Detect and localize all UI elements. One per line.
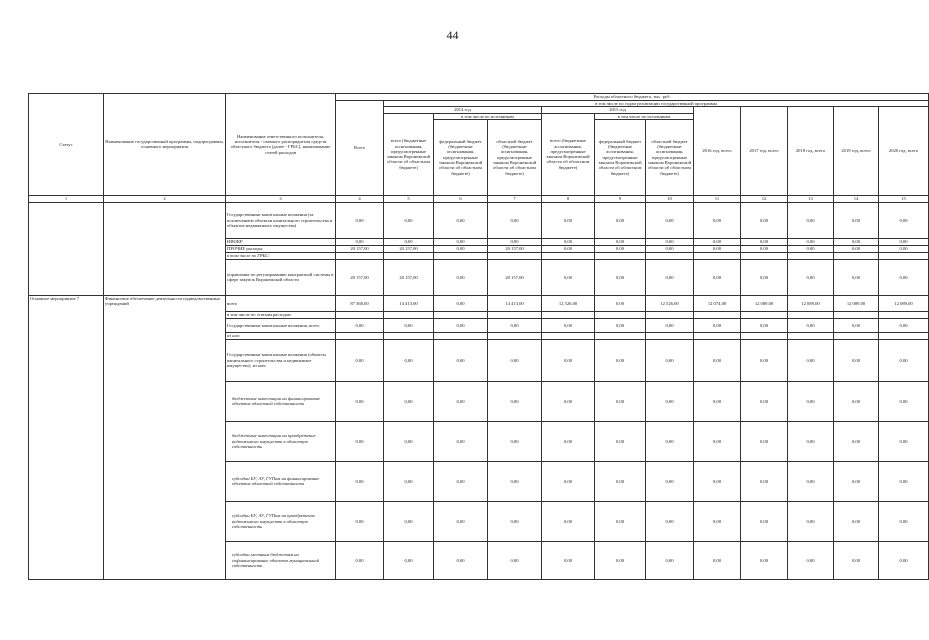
value-cell: 0,00 [434,381,488,421]
value-cell: 0,00 [336,421,384,461]
value-cell: 20 157,00 [384,259,434,295]
value-cell: 0,00 [384,238,434,245]
value-cell: 0,00 [336,318,384,332]
value-cell: 0,00 [542,238,595,245]
table-row [29,202,929,238]
expense-label: Государственные капитальные вложения (объекты капитального строительства и недвижимое имущество), из них: [226,339,336,381]
value-cell [879,311,929,318]
value-cell [384,311,434,318]
expense-label: управление по регулированию контрактной системы в сфере закупок Воронежской области [226,259,336,295]
value-cell [788,332,834,339]
value-cell: 0,00 [741,245,788,252]
value-cell [488,311,542,318]
program-name-cell [104,202,226,295]
value-cell: 0,00 [788,461,834,501]
value-cell: 0,00 [834,461,879,501]
value-cell [336,311,384,318]
value-cell [694,252,741,259]
column-number: 15 [879,195,929,202]
value-cell: 0,00 [384,541,434,579]
value-cell: 0,00 [788,259,834,295]
value-cell [384,252,434,259]
value-cell: 12 089,00 [879,295,929,311]
value-cell: 0,00 [434,461,488,501]
value-cell: 0,00 [336,461,384,501]
column-number: 10 [646,195,694,202]
value-cell: 0,00 [741,339,788,381]
value-cell [879,252,929,259]
value-cell: 0,00 [741,541,788,579]
value-cell: 0,00 [788,238,834,245]
status-cell [29,202,104,295]
value-cell [694,332,741,339]
column-number: 8 [542,195,595,202]
value-cell: 0,00 [542,501,595,541]
header-2019: 2019 год, всего [834,107,879,196]
header-by-years: в том числе по годам реализации государственной программы [384,101,929,107]
column-number: 11 [694,195,741,202]
status-cell: Основное мероприятие 7 [29,295,104,579]
value-cell [694,311,741,318]
value-cell: 0,00 [879,541,929,579]
value-cell: 0,00 [879,318,929,332]
column-number: 13 [788,195,834,202]
header-reg-2015: областной бюджет (бюджетные ассигнования, предусмотренные законом Воронежской области об областном бюджете) [646,119,694,195]
value-cell: 0,00 [542,245,595,252]
value-cell: 0,00 [788,318,834,332]
value-cell [741,252,788,259]
value-cell: 0,00 [595,421,646,461]
header-2017: 2017 год, всего [741,107,788,196]
value-cell: 0,00 [434,202,488,238]
value-cell: 0,00 [488,501,542,541]
value-cell: 0,00 [834,238,879,245]
value-cell: 0,00 [595,238,646,245]
value-cell: 12 526,00 [542,295,595,311]
header-year-2015: 2015 год [542,107,694,113]
value-cell: 0,00 [834,501,879,541]
value-cell: 0,00 [542,541,595,579]
value-cell [834,252,879,259]
value-cell: 0,00 [488,238,542,245]
value-cell: 0,00 [384,318,434,332]
value-cell [542,332,595,339]
column-number: 4 [336,195,384,202]
column-number: 3 [226,195,336,202]
value-cell: 0,00 [879,202,929,238]
value-cell: 0,00 [646,259,694,295]
value-cell: 0,00 [646,339,694,381]
value-cell: 0,00 [879,245,929,252]
value-cell: 0,00 [788,202,834,238]
value-cell: 0,00 [879,238,929,245]
value-cell: 0,00 [879,381,929,421]
header-fed-2014: федеральный бюджет (бюджетные ассигнования, предусмотренные законом Воронежской области об областном бюджете) [434,119,488,195]
value-cell [646,332,694,339]
value-cell: 20 157,00 [488,245,542,252]
value-cell [788,311,834,318]
value-cell [434,311,488,318]
value-cell: 0,00 [834,421,879,461]
value-cell: 0,00 [646,541,694,579]
budget-table [28,93,929,580]
value-cell: 0,00 [542,381,595,421]
page-number: 44 [446,28,459,42]
value-cell: 0,00 [834,202,879,238]
value-cell: 0,00 [694,421,741,461]
value-cell: 0,00 [336,541,384,579]
value-cell: 0,00 [542,259,595,295]
value-cell: 0,00 [434,541,488,579]
value-cell: 0,00 [434,259,488,295]
table-row [29,295,929,311]
value-cell [542,252,595,259]
expense-label: субсидии местным бюджетам на софинансирование объектов муниципальной собственности [226,541,336,579]
value-cell: 0,00 [488,541,542,579]
value-cell: 0,00 [434,339,488,381]
header-fed-2015: федеральный бюджет (бюджетные ассигнования, предусмотренные законом Воронежской области об областном бюджете) [595,119,646,195]
expense-label: бюджетные инвестиции на приобретение недвижимого имущества в областную собственность [226,421,336,461]
column-number: 9 [595,195,646,202]
value-cell: 0,00 [694,541,741,579]
value-cell: 14 413,00 [488,295,542,311]
value-cell: 0,00 [595,541,646,579]
value-cell: 0,00 [694,259,741,295]
value-cell [788,252,834,259]
value-cell: 12 526,00 [646,295,694,311]
value-cell: 0,00 [336,501,384,541]
value-cell: 0,00 [488,461,542,501]
value-cell [434,332,488,339]
header-sources-2014: в том числе по источникам [434,113,542,119]
value-cell: 0,00 [488,421,542,461]
expense-label: в том числе по статьям расходов: [226,311,336,318]
value-cell: 0,00 [694,461,741,501]
value-cell: 0,00 [384,421,434,461]
value-cell: 0,00 [834,318,879,332]
value-cell: 0,00 [336,238,384,245]
value-cell: 0,00 [788,541,834,579]
value-cell [488,332,542,339]
value-cell: 0,00 [694,381,741,421]
value-cell: 0,00 [646,381,694,421]
column-number: 5 [384,195,434,202]
header-total: Всего [336,101,384,196]
header-total-2014: всего (бюджетные ассигнования, предусмотренные законом Воронежской области об областном бюджете) [384,113,434,195]
value-cell: 0,00 [788,245,834,252]
header-2016: 2016 год, всего [694,107,741,196]
table-body [29,202,929,579]
value-cell: 0,00 [788,421,834,461]
column-number: 12 [741,195,788,202]
value-cell: 0,00 [741,501,788,541]
value-cell: 0,00 [384,339,434,381]
value-cell: 0,00 [434,238,488,245]
value-cell: 0,00 [542,339,595,381]
value-cell: 0,00 [741,259,788,295]
value-cell: 0,00 [384,381,434,421]
value-cell: 14 413,00 [384,295,434,311]
program-name-cell: Финансовое обеспечение деятельности подведомственных учреждений [104,295,226,579]
value-cell: 0,00 [741,461,788,501]
expense-label: Государственные капитальные вложения (за исключением объектов капитального строительства и объектов недвижимого имущества) [226,202,336,238]
header-year-2014: 2014 год [384,107,542,113]
column-number: 7 [488,195,542,202]
value-cell [834,332,879,339]
value-cell: 0,00 [434,295,488,311]
value-cell: 0,00 [646,461,694,501]
value-cell: 12 089,00 [788,295,834,311]
value-cell: 0,00 [741,202,788,238]
column-number: 14 [834,195,879,202]
value-cell: 0,00 [595,295,646,311]
value-cell [595,332,646,339]
value-cell: 0,00 [336,339,384,381]
expense-label: субсидии БУ, АУ, ГУПам на финансирование объектов областной собственности [226,461,336,501]
header-total-2015: всего (бюджетные ассигнования, предусмотренные законом Воронежской области об областном бюджете) [542,113,595,195]
header-status: Статус [29,94,104,196]
value-cell [646,252,694,259]
value-cell: 0,00 [741,421,788,461]
value-cell: 0,00 [879,501,929,541]
value-cell: 0,00 [542,318,595,332]
column-numbers-row [29,195,929,202]
header-sources-2015: в том числе по источникам [595,113,694,119]
value-cell: 0,00 [434,318,488,332]
value-cell: 0,00 [542,461,595,501]
value-cell: 0,00 [646,245,694,252]
value-cell: 0,00 [694,245,741,252]
value-cell: 20 157,00 [384,245,434,252]
value-cell: 0,00 [434,245,488,252]
value-cell: 0,00 [595,381,646,421]
value-cell: 0,00 [694,339,741,381]
header-executor: Наименование ответственного исполнителя, исполнителя - главного распорядителя средств областного бюджета (далее - ГРБС), наименование статей расходов [226,94,336,196]
expense-label: всего [226,295,336,311]
expense-label: субсидии БУ, АУ, ГУПам на приобретение недвижимого имущества в областную собственность [226,501,336,541]
value-cell: 0,00 [595,259,646,295]
value-cell: 0,00 [879,421,929,461]
value-cell: 0,00 [488,339,542,381]
value-cell: 87 368,00 [336,295,384,311]
value-cell: 0,00 [694,318,741,332]
header-expenses-title: Расходы областного бюджета, тыс. руб. [336,94,929,101]
value-cell [595,252,646,259]
value-cell: 0,00 [646,202,694,238]
value-cell [434,252,488,259]
value-cell: 0,00 [488,202,542,238]
value-cell: 12 074,00 [694,295,741,311]
value-cell: 0,00 [834,381,879,421]
value-cell: 0,00 [834,339,879,381]
value-cell: 0,00 [741,238,788,245]
value-cell: 0,00 [595,501,646,541]
value-cell: 20 157,00 [336,245,384,252]
column-number: 6 [434,195,488,202]
value-cell: 0,00 [384,501,434,541]
value-cell: 0,00 [834,541,879,579]
value-cell: 0,00 [788,381,834,421]
value-cell: 0,00 [384,461,434,501]
value-cell: 0,00 [434,501,488,541]
value-cell: 0,00 [879,339,929,381]
value-cell: 0,00 [488,318,542,332]
value-cell [384,332,434,339]
value-cell: 0,00 [646,501,694,541]
header-program-name: Наименование государственной программы, подпрограммы, основного мероприятия [104,94,226,196]
value-cell: 0,00 [542,202,595,238]
value-cell: 0,00 [595,318,646,332]
value-cell: 0,00 [488,381,542,421]
value-cell: 0,00 [336,202,384,238]
value-cell: 0,00 [694,238,741,245]
expense-label: Государственные капитальные вложения, всего [226,318,336,332]
value-cell: 20 157,00 [336,259,384,295]
value-cell: 0,00 [879,461,929,501]
expense-label: НИОКР [226,238,336,245]
table-header [29,94,929,203]
value-cell: 20 157,00 [488,259,542,295]
value-cell: 0,00 [694,202,741,238]
column-number: 2 [104,195,226,202]
value-cell: 0,00 [834,259,879,295]
value-cell: 0,00 [595,461,646,501]
value-cell [646,311,694,318]
value-cell: 0,00 [595,202,646,238]
value-cell [336,252,384,259]
value-cell: 0,00 [741,318,788,332]
header-reg-2014: областной бюджет (бюджетные ассигнования, предусмотренные законом Воронежской области об областном бюджете) [488,119,542,195]
value-cell: 0,00 [834,245,879,252]
value-cell: 0,00 [595,245,646,252]
expense-label: из них: [226,332,336,339]
column-number: 1 [29,195,104,202]
value-cell [488,252,542,259]
value-cell: 0,00 [788,501,834,541]
value-cell: 0,00 [646,238,694,245]
header-2020: 2020 год, всего [879,107,929,196]
value-cell: 0,00 [788,339,834,381]
value-cell [542,311,595,318]
value-cell: 0,00 [542,421,595,461]
value-cell [834,311,879,318]
value-cell: 0,00 [646,421,694,461]
value-cell: 0,00 [384,202,434,238]
expense-label: ПРОЧИЕ расходы [226,245,336,252]
value-cell: 0,00 [741,381,788,421]
expense-label: бюджетные инвестиции на финансирование объектов областной собственности [226,381,336,421]
value-cell [879,332,929,339]
value-cell: 0,00 [336,381,384,421]
header-2018: 2018 год, всего [788,107,834,196]
value-cell: 0,00 [694,501,741,541]
value-cell: 0,00 [595,339,646,381]
value-cell [741,311,788,318]
value-cell: 12 089,00 [741,295,788,311]
expense-label: в том числе по ГРБС: [226,252,336,259]
value-cell [741,332,788,339]
value-cell: 0,00 [434,421,488,461]
value-cell [336,332,384,339]
value-cell [595,311,646,318]
value-cell: 0,00 [879,259,929,295]
value-cell: 12 089,00 [834,295,879,311]
value-cell: 0,00 [646,318,694,332]
